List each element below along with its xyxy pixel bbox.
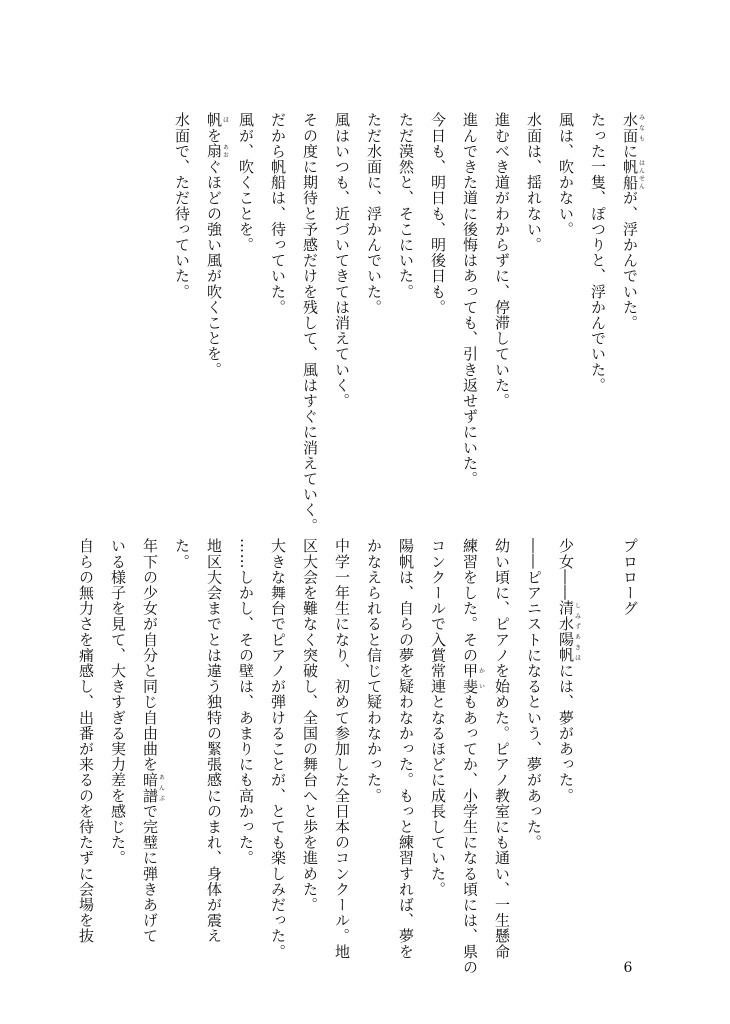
text-line	[454, 112, 486, 502]
text-line	[134, 538, 166, 963]
ruby-word	[461, 662, 485, 695]
text-run: 自らの無力さを痛感し、出番が来るのを待たずに会場を抜	[77, 538, 95, 944]
ruby-reading: かい	[477, 662, 485, 695]
ruby-word	[621, 112, 645, 144]
text-line	[102, 538, 134, 963]
ruby-reading: しみずあきほ	[573, 600, 581, 663]
text-line	[358, 112, 390, 502]
text-run: 少女――	[557, 538, 575, 601]
text-line	[550, 112, 582, 502]
text-run: その度に期待と予感だけを残して、風はすぐに消えていく。	[301, 112, 319, 534]
text-run: いる様子を見て、大きすぎる実力差を感じた。	[109, 538, 127, 866]
ruby-base: 帆	[205, 112, 223, 128]
text-run: だから帆船は、待っていた。	[269, 112, 287, 315]
ruby-reading: あお	[221, 143, 229, 159]
prologue-section	[70, 538, 646, 975]
text-line	[614, 112, 646, 502]
text-run: ただ水面に、浮かんでいた。	[365, 112, 383, 315]
text-line	[230, 112, 262, 502]
text-run: 水面は、揺れない。	[525, 112, 543, 253]
text-run: ……しかし、その壁は、あまりにも高かった。	[237, 538, 255, 866]
text-line	[262, 112, 294, 502]
text-line	[166, 538, 198, 963]
ruby-reading: みなも	[637, 112, 645, 144]
text-line	[518, 112, 550, 502]
text-run: 中学一年生になり、初めて参加した全日本のコンクール。地	[333, 538, 351, 960]
text-line	[486, 112, 518, 502]
text-line	[550, 538, 582, 963]
text-line	[294, 538, 326, 963]
text-run: 進んできた道に後悔はあっても、引き返せずにいた。	[461, 112, 479, 487]
text-run: 水面で、ただ待っていた。	[173, 112, 191, 300]
page-number: 6	[623, 960, 633, 976]
ruby-reading: はんせん	[637, 158, 645, 190]
text-run: 幼い頃に、ピアノを始めた。ピアノ教室にも通い、一生懸命	[493, 538, 511, 960]
text-run: 大きな舞台でピアノが弾けることが、とても楽しみだった。	[269, 538, 287, 960]
ruby-word	[621, 158, 645, 191]
text-run: を	[205, 127, 223, 144]
text-line	[390, 538, 422, 963]
text-run: 風はいつも、近づいてきては消えていく。	[333, 112, 351, 409]
text-run: もあってか、小学生になる頃には、県の	[461, 694, 479, 975]
ruby-word	[205, 112, 229, 128]
text-line	[582, 538, 614, 963]
text-line	[70, 538, 102, 963]
ruby-word	[141, 772, 165, 804]
text-run: た。	[173, 538, 191, 570]
text-run: が、浮かんでいた。	[621, 190, 639, 331]
text-run: 風は、吹かない。	[557, 112, 575, 237]
text-line	[614, 538, 646, 963]
text-line	[198, 538, 230, 963]
text-line	[454, 538, 486, 975]
text-line	[518, 538, 550, 963]
text-run: 陽帆は、自らの夢を疑わなかった。もっと練習すれば、夢を	[397, 538, 415, 960]
text-run: コンクールで入賞常連となるほどに成長していた。	[429, 538, 447, 897]
text-line	[294, 112, 326, 534]
ruby-word	[557, 600, 581, 663]
poem-section	[166, 112, 646, 534]
ruby-base: 水面	[621, 112, 639, 144]
text-run: 今日も、明日も、明後日も。	[429, 112, 447, 315]
text-line	[390, 112, 422, 502]
text-line	[422, 538, 454, 963]
text-run: たった一隻、ぽつりと、浮かんでいた。	[589, 112, 607, 393]
text-run: 年下の少女が自分と同じ自由曲を	[141, 538, 159, 772]
ruby-base: 甲斐	[461, 662, 479, 695]
ruby-base: 暗譜	[141, 772, 159, 804]
text-line	[198, 112, 230, 502]
text-line	[486, 538, 518, 963]
text-line	[358, 538, 390, 963]
text-run: 風が、吹くことを。	[237, 112, 255, 253]
text-run: ただ漠然と、そこにいた。	[397, 112, 415, 300]
text-run: 区大会を難なく突破し、全国の舞台へと歩を進めた。	[301, 538, 319, 913]
text-run: 練習をした。その	[461, 538, 479, 663]
text-line	[326, 538, 358, 963]
text-run: 進むべき道がわからずに、停滞していた。	[493, 112, 511, 409]
text-run: 地区大会までとは違う独特の緊張感にのまれ、身体が震え	[205, 538, 223, 944]
text-run: で完璧に弾きあげて	[141, 803, 159, 944]
text-run: プロローグ	[621, 538, 639, 616]
text-line	[262, 538, 294, 963]
text-line	[422, 112, 454, 502]
ruby-word	[205, 143, 229, 159]
text-run: ぐほどの強い風が吹くことを。	[205, 158, 223, 378]
text-line	[326, 112, 358, 502]
text-line	[582, 112, 614, 502]
ruby-reading: あんぷ	[157, 772, 165, 804]
ruby-reading: ほ	[221, 112, 229, 128]
text-run: ――ピアニストになるという、夢があった。	[525, 538, 543, 850]
text-line	[166, 112, 198, 502]
text-line	[230, 538, 262, 963]
text-run: には、夢があった。	[557, 662, 575, 804]
ruby-base: 帆船	[621, 158, 639, 191]
ruby-base: 清水陽帆	[557, 600, 575, 663]
ruby-base: 扇	[205, 143, 223, 159]
text-run: に	[621, 143, 639, 159]
text-run: かなえられると信じて疑わなかった。	[365, 538, 383, 804]
